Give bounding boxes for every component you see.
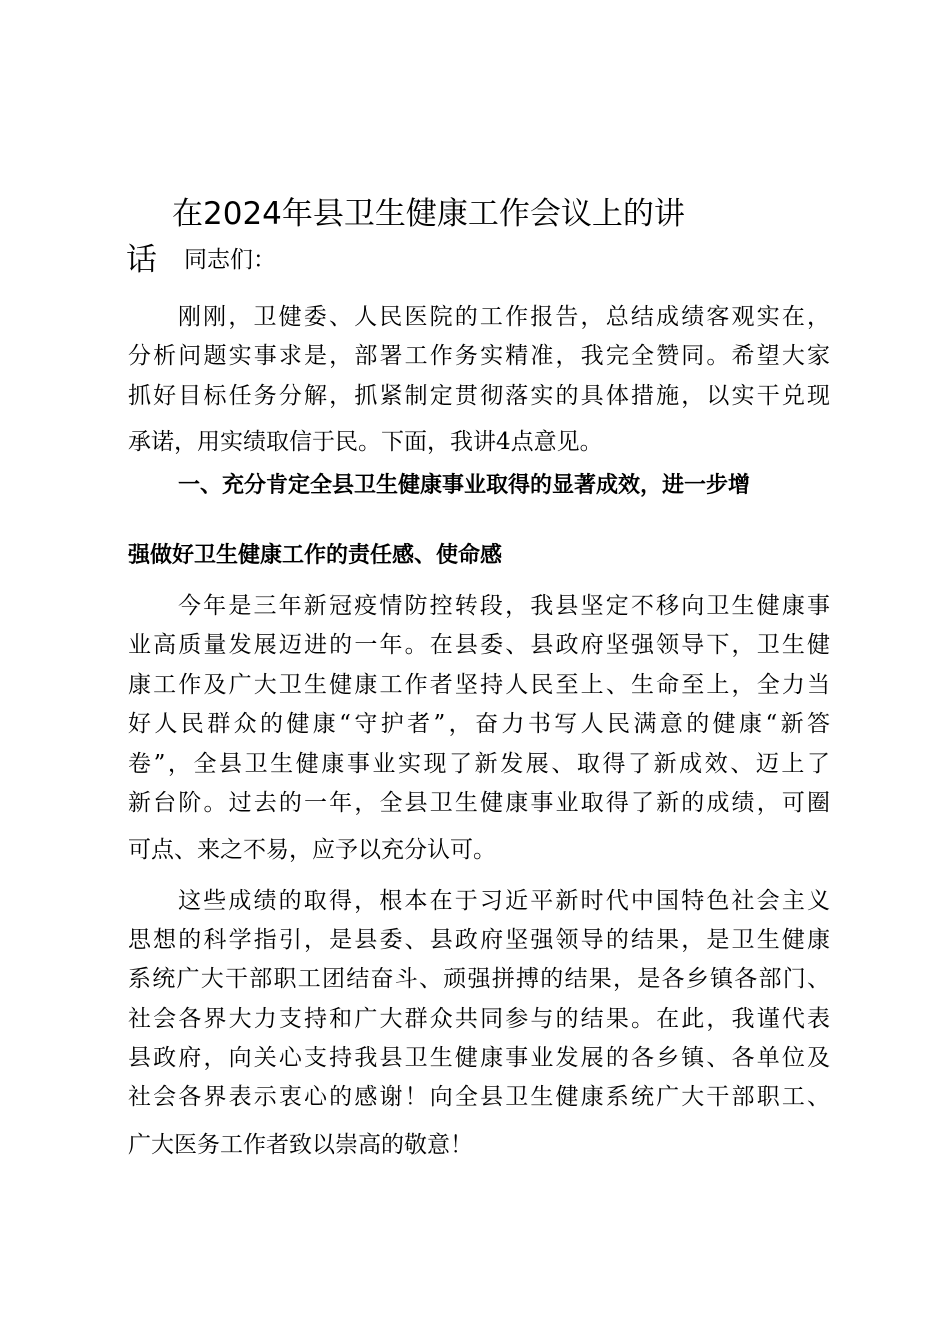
paragraph-3-line-2: 思想的科学指引，是县委、县政府坚强领导的结果，是卫生健康 bbox=[128, 927, 830, 953]
paragraph-1-line-2: 分析问题实事求是，部署工作务实精准，我完全赞同。希望大家 bbox=[128, 343, 830, 369]
paragraph-3-line-7: 广大医务工作者致以崇高的敬意！ bbox=[128, 1132, 473, 1158]
paragraph-1-line-3: 抓好目标任务分解，抓紧制定贯彻落实的具体措施，以实干兑现 bbox=[128, 383, 830, 409]
section-heading-1-line-2: 强做好卫生健康工作的责任感、使命感 bbox=[128, 543, 503, 568]
paragraph-2-line-3: 康工作及广大卫生健康工作者坚持人民至上、生命至上，全力当 bbox=[128, 672, 830, 698]
paragraph-3-line-5: 县政府，向关心支持我县卫生健康事业发展的各乡镇、各单位及 bbox=[128, 1045, 830, 1071]
paragraph-1-line-1: 刚刚，卫健委、人民医院的工作报告，总结成绩客观实在， bbox=[178, 304, 830, 330]
section-heading-1-line-1: 一、充分肯定全县卫生健康事业取得的显著成效，进一步增 bbox=[178, 473, 751, 498]
paragraph-2-line-7: 可点、来之不易，应予以充分认可。 bbox=[128, 837, 496, 863]
paragraph-2-line-6: 新台阶。过去的一年，全县卫生健康事业取得了新的成绩，可圈 bbox=[128, 790, 830, 816]
paragraph-3-line-3: 系统广大干部职工团结奋斗、顽强拼搏的结果，是各乡镇各部门、 bbox=[128, 966, 830, 992]
paragraph-3-line-1: 这些成绩的取得，根本在于习近平新时代中国特色社会主义 bbox=[178, 888, 830, 914]
paragraph-3-line-4: 社会各界大力支持和广大群众共同参与的结果。在此，我谨代表 bbox=[128, 1006, 830, 1032]
paragraph-2-line-2: 业高质量发展迈进的一年。在县委、县政府坚强领导下，卫生健 bbox=[128, 632, 830, 658]
document-title-line-2: 话 bbox=[126, 242, 157, 278]
document-title-line-1: 在2024年县卫生健康工作会议上的讲 bbox=[172, 196, 685, 232]
paragraph-1-line-4: 承诺，用实绩取信于民。下面，我讲4点意见。 bbox=[128, 429, 603, 455]
paragraph-2-line-5: 卷”，全县卫生健康事业实现了新发展、取得了新成效、迈上了 bbox=[128, 751, 830, 777]
paragraph-2-line-4: 好人民群众的健康“守护者”，奋力书写人民满意的健康“新答 bbox=[128, 711, 830, 737]
paragraph-3-line-6: 社会各界表示衷心的感谢！向全县卫生健康系统广大干部职工、 bbox=[128, 1084, 830, 1110]
paragraph-2-line-1: 今年是三年新冠疫情防控转段，我县坚定不移向卫生健康事 bbox=[178, 593, 830, 619]
salutation: 同志们： bbox=[184, 247, 276, 273]
